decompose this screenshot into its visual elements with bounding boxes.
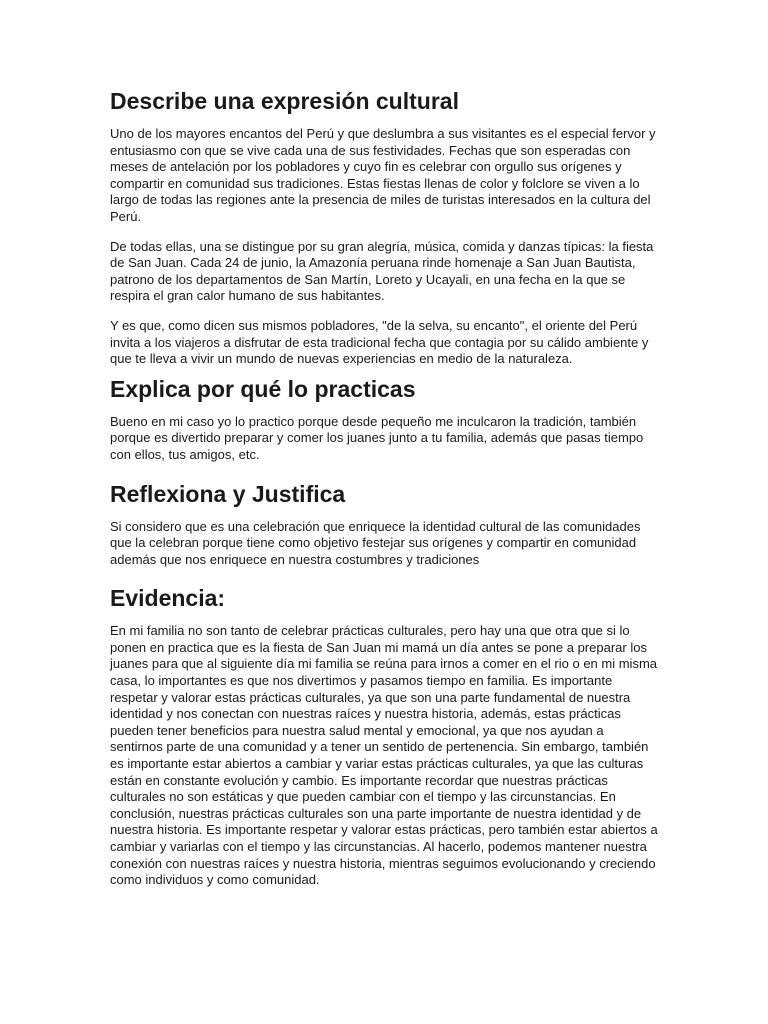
paragraph: En mi familia no son tanto de celebrar prácticas culturales, pero hay una que otra que si lo ponen en practica que es la fiesta de San Juan mi mamá un día antes se pone a preparar los juanes para que al siguiente día mi familia se reúna para irnos a comer en el rio o en mi misma casa, lo importantes es que nos divertimos y pasamos tiempo en familia. Es importante respetar y valorar estas prácticas culturales, ya que son una parte fundamental de nuestra identidad y nos conectan con nuestras raíces y nuestra historia, además, estas prácticas pueden tener beneficios para nuestra salud mental y emocional, ya que nos ayudan a sentirnos parte de una comunidad y a tener un sentido de pertenencia. Sin embargo, también es importante estar abiertos a cambiar y variar estas prácticas culturales, ya que las culturas están en constante evolución y cambio. Es importante recordar que nuestras prácticas culturales no son estáticas y que pueden cambiar con el tiempo y las circunstancias. En conclusión, nuestras prácticas culturales son una parte importante de nuestra identidad y de nuestra historia. Es importante respetar y valorar estas prácticas, pero también estar abiertos a cambiar y variarlas con el tiempo y las circunstancias. Al hacerlo, podemos mantener nuestra conexión con nuestras raíces y nuestra historia, mientras seguimos evolucionando y creciendo como individuos y como comunidad. (110, 623, 658, 888)
section-heading: Explica por qué lo practicas (110, 375, 416, 402)
document-page (110, 84, 658, 902)
section-heading: Evidencia: (110, 585, 226, 612)
paragraph: Bueno en mi caso yo lo practico porque desde pequeño me inculcaron la tradición, también porque es divertido preparar y comer los juanes junto a tu familia, además que pasas tiempo con ellos, tus amigos, etc. (110, 413, 644, 462)
paragraph: Uno de los mayores encantos del Perú y que deslumbra a sus visitantes es el especial fervor y entusiasmo con que se vive cada una de sus festividades. Fechas que son esperadas con meses de antelación por los pobladores y cuyo fin es celebrar con orgullo sus orígenes y compartir en comunidad sus tradiciones. Estas fiestas llenas de color y folclore se viven a lo largo de todas las regiones ante la presencia de miles de turistas interesados en la cultura del Perú. (110, 126, 656, 224)
paragraph: De todas ellas, una se distingue por su gran alegría, música, comida y danzas típicas: la fiesta de San Juan. Cada 24 de junio, la Amazonía peruana rinde homenaje a San Juan Bautista, patrono de los departamentos de San Martín, Loreto y Ucayali, en una fecha en la que se respira el gran calor humano de sus habitantes. (110, 238, 654, 304)
section-reflexiona (110, 477, 658, 569)
section-explica (110, 372, 658, 464)
section-describe (110, 84, 658, 368)
section-heading: Describe una expresión cultural (110, 88, 459, 114)
paragraph: Si considero que es una celebración que enriquece la identidad cultural de las comunidades que la celebran porque tiene como objetivo festejar sus orígenes y compartir en comunidad además que nos enriquece en nuestra costumbres y tradiciones (110, 518, 641, 567)
paragraph: Y es que, como dicen sus mismos pobladores, "de la selva, su encanto", el oriente del Perú invita a los viajeros a disfrutar de esta tradicional fecha que contagia por su cálido ambiente y que te lleva a vivir un mundo de nuevas experiencias en medio de la naturaleza. (110, 317, 649, 367)
section-evidencia (110, 581, 658, 889)
section-heading: Reflexiona y Justifica (110, 480, 346, 507)
